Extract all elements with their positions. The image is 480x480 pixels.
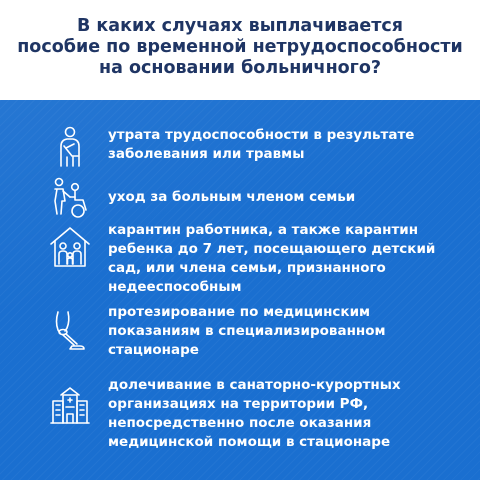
item-line: сад, или члена семьи, признанного xyxy=(108,260,386,276)
title-line: пособие по временной нетрудоспособности xyxy=(17,37,463,57)
caregiver-wheelchair-icon xyxy=(48,176,92,220)
item-text xyxy=(108,126,458,164)
item-text xyxy=(108,221,458,297)
item-line: протезирование по медицинским xyxy=(108,304,371,320)
injured-person-icon xyxy=(48,124,92,168)
item-text xyxy=(108,303,458,360)
item-line: непосредственно после оказания xyxy=(108,415,372,431)
item-line: показаниям в специализированном xyxy=(108,323,386,339)
item-line: организациях на территории РФ, xyxy=(108,396,369,412)
sanatorium-building-icon xyxy=(48,383,92,427)
item-line: утрата трудоспособности в результате xyxy=(108,127,415,143)
title-line: В каких случаях выплачивается xyxy=(76,16,404,36)
item-line: медицинской помощи в стационаре xyxy=(108,434,391,450)
info-panel xyxy=(0,100,480,480)
page-title xyxy=(0,16,480,79)
title-line: на основании больничного? xyxy=(98,58,382,78)
item-text xyxy=(108,188,458,207)
item-line: недееспособным xyxy=(108,279,242,295)
item-line: карантин работника, а также карантин xyxy=(108,222,419,238)
item-line: заболевания или травмы xyxy=(108,146,305,162)
family-house-icon xyxy=(48,224,92,268)
item-line: долечивание в санаторно-курортных xyxy=(108,377,401,393)
item-text xyxy=(108,376,458,452)
item-line: стационаре xyxy=(108,342,199,358)
item-line: уход за больным членом семьи xyxy=(108,189,356,205)
prosthetic-leg-icon xyxy=(48,309,92,353)
item-line: ребенка до 7 лет, посещающего детский xyxy=(108,241,436,257)
header xyxy=(0,0,480,100)
